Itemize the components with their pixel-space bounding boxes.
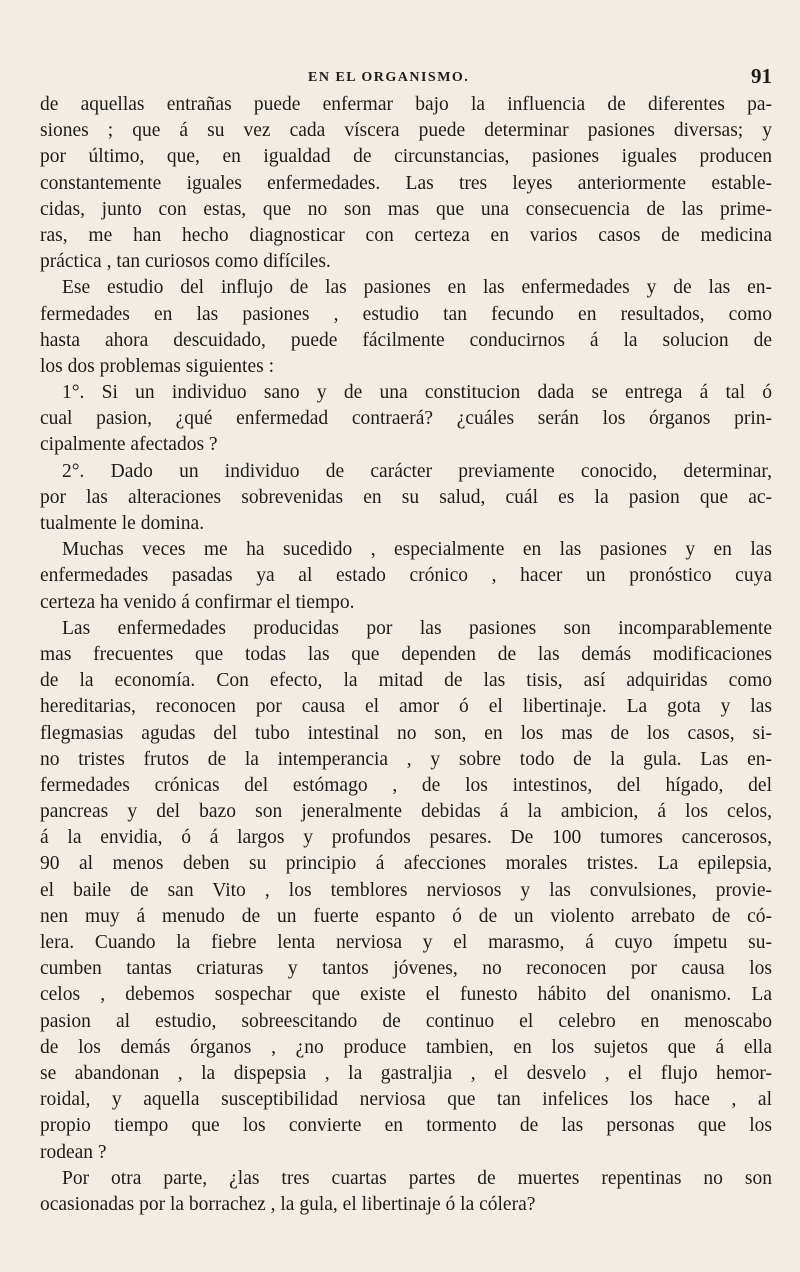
text-line: pasion al estudio, sobreescitando de continuo el celebro en menoscabo xyxy=(40,1010,772,1032)
text-line: por último, que, en igualdad de circunstancias, pasiones iguales producen xyxy=(40,146,772,168)
text-line: cidas, junto con estas, que no son mas que una consecuencia de las prime- xyxy=(40,198,772,220)
text-line: los dos problemas siguientes : xyxy=(40,355,274,377)
text-line: Muchas veces me ha sucedido , especialmente en las pasiones y en las xyxy=(62,539,772,561)
text-line: 1°. Si un individuo sano y de una constitucion dada se entrega á tal ó xyxy=(62,382,772,404)
text-line: lera. Cuando la fiebre lenta nerviosa y el marasmo, á cuyo ímpetu su- xyxy=(40,932,772,953)
text-line: 2°. Dado un individuo de carácter previamente conocido, determinar, xyxy=(62,460,772,482)
text-line: 90 al menos deben su principio á afecciones morales tristes. La epilepsia, xyxy=(40,853,772,875)
page-number: 91 xyxy=(751,64,772,88)
text-line: hereditarias, reconocen por causa el amor ó el libertinaje. La gota y las xyxy=(40,696,772,718)
text-line: Las enfermedades producidas por las pasiones son incomparablemente xyxy=(62,617,772,639)
text-line: celos , debemos sospechar que existe el funesto hábito del onanismo. La xyxy=(40,984,772,1006)
text-line: tualmente le domina. xyxy=(40,513,205,534)
text-line: Ese estudio del influjo de las pasiones en las enfermedades y de las en- xyxy=(62,277,772,299)
text-line: Por otra parte, ¿las tres cuartas partes de muertes repentinas no son xyxy=(62,1167,772,1189)
text-line: no tristes frutos de la intemperancia , y sobre todo de la gula. Las en- xyxy=(40,748,772,770)
text-line: rodean ? xyxy=(40,1141,107,1163)
text-line: fermedades en las pasiones , estudio tan fecundo en resultados, como xyxy=(40,303,772,325)
text-line: certeza ha venido á confirmar el tiempo. xyxy=(40,591,355,613)
text-line: práctica , tan curiosos como difíciles. xyxy=(40,251,331,273)
text-line: pancreas y del bazo son jeneralmente debidas á la ambicion, á los celos, xyxy=(40,801,772,823)
text-line: cual pasion, ¿qué enfermedad contraerá? ¿cuáles serán los órganos prin- xyxy=(40,408,772,430)
body-text xyxy=(40,92,772,1218)
text-line: por las alteraciones sobrevenidas en su salud, cuál es la pasion que ac- xyxy=(40,486,772,508)
text-line: roidal, y aquella susceptibilidad nerviosa que tan infelices los hace , al xyxy=(40,1089,772,1111)
text-line: siones ; que á su vez cada víscera puede determinar pasiones diversas; y xyxy=(40,120,772,142)
page-header xyxy=(40,64,772,92)
text-line: de aquellas entrañas puede enfermar bajo la influencia de diferentes pa- xyxy=(40,94,772,115)
text-line: de los demás órganos , ¿no produce tambien, en los sujetos que á ella xyxy=(40,1036,772,1058)
text-line: se abandonan , la dispepsia , la gastraljia , el desvelo , el flujo hemor- xyxy=(40,1062,772,1084)
text-line: de la economía. Con efecto, la mitad de las tisis, así adquiridas como xyxy=(40,670,772,692)
text-line: constantemente iguales enfermedades. Las tres leyes anteriormente estable- xyxy=(40,172,772,194)
text-line: ras, me han hecho diagnosticar con certeza en varios casos de medicina xyxy=(40,224,772,246)
text-line: hasta ahora descuidado, puede fácilmente conducirnos á la solucion de xyxy=(40,329,772,351)
text-line: cipalmente afectados ? xyxy=(40,434,218,456)
text-line: el baile de san Vito , los temblores nerviosos y las convulsiones, provie- xyxy=(40,879,772,901)
text-line: mas frecuentes que todas las que dependen de las demás modificaciones xyxy=(40,643,772,665)
book-page xyxy=(40,0,772,1272)
text-line: cumben tantas criaturas y tantos jóvenes, no reconocen por causa los xyxy=(40,958,772,980)
text-line: flegmasias agudas del tubo intestinal no son, en los mas de los casos, si- xyxy=(40,722,772,744)
text-line: ocasionadas por la borrachez , la gula, el libertinaje ó la cólera? xyxy=(40,1193,536,1215)
text-line: fermedades crónicas del estómago , de los intestinos, del hígado, del xyxy=(40,774,772,796)
text-line: enfermedades pasadas ya al estado crónico , hacer un pronóstico cuya xyxy=(40,565,772,587)
text-line: propio tiempo que los convierte en tormento de las personas que los xyxy=(40,1115,772,1137)
text-line: nen muy á menudo de un fuerte espanto ó de un violento arrebato de có- xyxy=(40,905,772,927)
text-line: á la envidia, ó á largos y profundos pesares. De 100 tumores cancerosos, xyxy=(40,827,772,849)
running-head: EN EL ORGANISMO. xyxy=(308,70,470,85)
